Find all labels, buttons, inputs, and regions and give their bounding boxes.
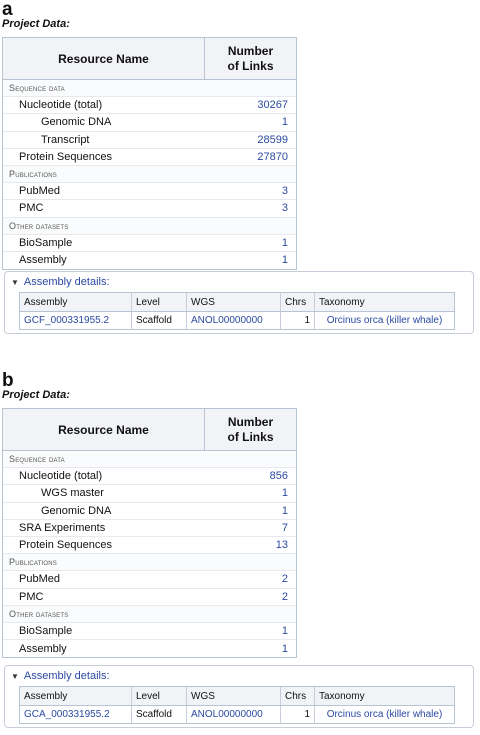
resource-label: SRA Experiments xyxy=(19,521,106,534)
section-header: Other datasets xyxy=(3,606,296,623)
wgs-link[interactable]: ANOL00000000 xyxy=(187,312,281,329)
resource-label: PMC xyxy=(19,202,44,215)
assembly-level: Scaffold xyxy=(132,706,187,723)
resource-row xyxy=(3,503,296,520)
assembly-table xyxy=(19,686,455,724)
assembly-details-title: Assembly details: xyxy=(23,276,110,288)
resource-table-body xyxy=(3,451,296,657)
link-count[interactable]: 13 xyxy=(275,539,288,552)
resource-row xyxy=(3,252,296,269)
resource-table-body xyxy=(3,80,296,269)
resource-row xyxy=(3,114,296,131)
resource-row xyxy=(3,640,296,657)
header-number-of-links xyxy=(205,38,296,79)
resource-row xyxy=(3,571,296,588)
link-count[interactable]: 1 xyxy=(281,116,288,129)
col-assembly[interactable]: Assembly xyxy=(20,293,132,311)
resource-label: PubMed xyxy=(19,573,60,586)
wgs-link[interactable]: ANOL00000000 xyxy=(187,706,281,723)
table-row xyxy=(20,312,454,329)
assembly-details-title: Assembly details: xyxy=(23,670,110,682)
assembly-details-toggle[interactable] xyxy=(11,276,110,288)
resource-row xyxy=(3,97,296,114)
resource-table xyxy=(2,37,297,270)
resource-label: Genomic DNA xyxy=(41,504,112,517)
col-wgs[interactable]: WGS xyxy=(187,293,281,311)
table-row xyxy=(20,706,454,723)
link-count[interactable]: 7 xyxy=(281,521,288,534)
resource-row xyxy=(3,183,296,200)
resource-row xyxy=(3,149,296,166)
panel-letter: a xyxy=(2,0,13,20)
header-number-of-links xyxy=(205,409,296,450)
link-count[interactable]: 3 xyxy=(281,202,288,215)
resource-row xyxy=(3,468,296,485)
expand-triangle-icon: ▼ xyxy=(11,277,19,287)
section-header: Sequence data xyxy=(3,451,296,468)
header-number-line2: of Links xyxy=(227,58,274,73)
assembly-details-toggle[interactable] xyxy=(11,670,110,682)
chrs-count: 1 xyxy=(281,312,315,329)
section-header: Publications xyxy=(3,166,296,183)
resource-label: PubMed xyxy=(19,185,60,198)
resource-label: Protein Sequences xyxy=(19,150,112,163)
assembly-details-box xyxy=(4,665,474,728)
link-count[interactable]: 28599 xyxy=(257,133,288,146)
resource-row xyxy=(3,589,296,606)
col-wgs[interactable]: WGS xyxy=(187,687,281,705)
header-number-line2: of Links xyxy=(227,429,274,444)
header-number-line1: Number xyxy=(227,43,274,58)
assembly-table-header xyxy=(20,293,454,312)
col-chrs[interactable]: Chrs xyxy=(281,687,315,705)
link-count[interactable]: 30267 xyxy=(257,99,288,112)
section-header: Sequence data xyxy=(3,80,296,97)
link-count[interactable]: 1 xyxy=(281,624,288,637)
col-chrs[interactable]: Chrs xyxy=(281,293,315,311)
resource-label: Nucleotide (total) xyxy=(19,470,103,483)
resource-row xyxy=(3,485,296,502)
resource-row xyxy=(3,132,296,149)
resource-row xyxy=(3,200,296,217)
resource-label: Protein Sequences xyxy=(19,539,112,552)
chrs-count: 1 xyxy=(281,706,315,723)
section-header: Other datasets xyxy=(3,218,296,235)
resource-table-header xyxy=(3,409,296,451)
resource-label: Genomic DNA xyxy=(41,116,112,129)
resource-label: Assembly xyxy=(19,642,67,655)
link-count[interactable]: 1 xyxy=(281,504,288,517)
resource-label: PMC xyxy=(19,590,44,603)
resource-table xyxy=(2,408,297,658)
resource-label: Assembly xyxy=(19,254,67,267)
link-count[interactable]: 27870 xyxy=(257,150,288,163)
section-header: Publications xyxy=(3,554,296,571)
resource-table-header xyxy=(3,38,296,80)
link-count[interactable]: 1 xyxy=(281,254,288,267)
resource-label: BioSample xyxy=(19,624,73,637)
resource-label: Transcript xyxy=(41,133,90,146)
col-assembly[interactable]: Assembly xyxy=(20,687,132,705)
assembly-table-header xyxy=(20,687,454,706)
project-data-label: Project Data: xyxy=(2,18,70,30)
resource-row xyxy=(3,235,296,252)
header-number-line1: Number xyxy=(227,414,274,429)
link-count[interactable]: 3 xyxy=(281,185,288,198)
expand-triangle-icon: ▼ xyxy=(11,671,19,681)
resource-label: WGS master xyxy=(41,487,104,500)
project-data-label: Project Data: xyxy=(2,389,70,401)
link-count[interactable]: 856 xyxy=(269,470,288,483)
resource-label: Nucleotide (total) xyxy=(19,99,103,112)
taxonomy-link[interactable]: Orcinus orca (killer whale) xyxy=(326,709,443,720)
resource-row xyxy=(3,537,296,554)
col-level[interactable]: Level xyxy=(132,687,187,705)
assembly-table xyxy=(19,292,455,330)
header-resource-name: Resource Name xyxy=(3,409,205,450)
col-taxonomy[interactable]: Taxonomy xyxy=(319,296,365,308)
header-resource-name: Resource Name xyxy=(3,38,205,79)
resource-label: BioSample xyxy=(19,236,73,249)
link-count[interactable]: 1 xyxy=(281,642,288,655)
resource-row xyxy=(3,520,296,537)
taxonomy-link[interactable]: Orcinus orca (killer whale) xyxy=(326,315,443,326)
assembly-accession-link[interactable]: GCF_000331955.2 xyxy=(20,312,132,329)
assembly-level: Scaffold xyxy=(132,312,187,329)
resource-row xyxy=(3,623,296,640)
col-taxonomy[interactable]: Taxonomy xyxy=(319,690,365,702)
assembly-accession-link[interactable]: GCA_000331955.2 xyxy=(20,706,132,723)
link-count[interactable]: 2 xyxy=(281,590,288,603)
col-level[interactable]: Level xyxy=(132,293,187,311)
link-count[interactable]: 1 xyxy=(281,487,288,500)
assembly-details-box xyxy=(4,271,474,334)
link-count[interactable]: 2 xyxy=(281,573,288,586)
panel-letter: b xyxy=(2,370,14,391)
link-count[interactable]: 1 xyxy=(281,236,288,249)
